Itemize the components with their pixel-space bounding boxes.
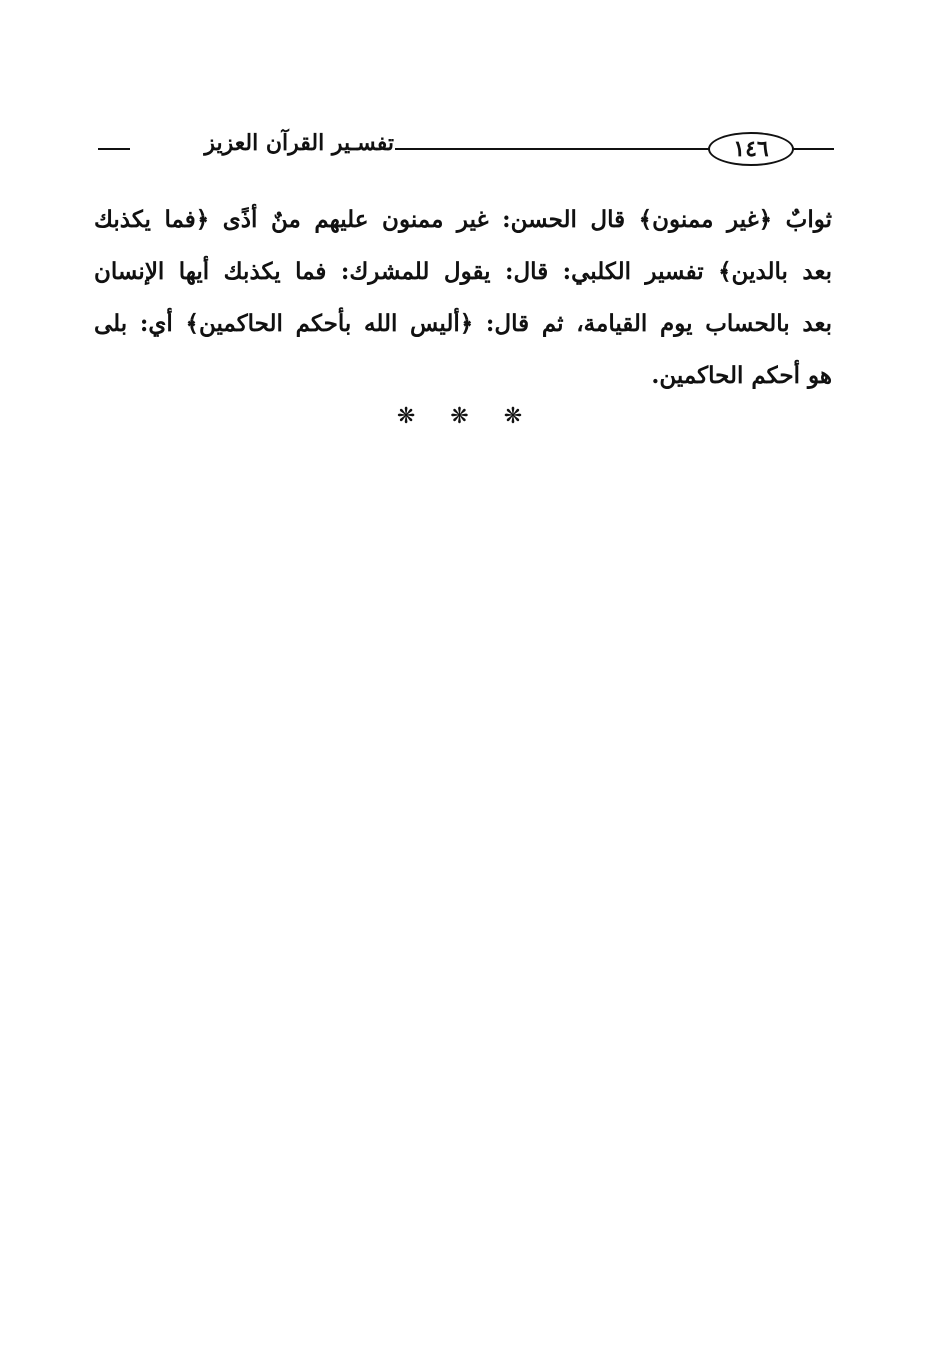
- body-line: بعد بالحساب يوم القيامة، ثم قال: ﴿أليس الله بأحكم الحاكمين﴾ أي: بلى: [94, 310, 832, 337]
- body-line: ثوابٌ ﴿غير ممنون﴾ قال الحسن: غير ممنون عليهم منٌ أذًى ﴿فما يكذبك: [94, 206, 832, 233]
- section-separator: ❋ ❋ ❋: [396, 404, 537, 429]
- header-title: تفسـير القرآن العزيز: [204, 130, 394, 156]
- body-line: بعد بالدين﴾ تفسير الكلبي: قال: يقول للمشرك: فما يكذبك أيها الإنسان: [94, 258, 832, 285]
- body-line: هو أحكم الحاكمين.: [651, 362, 832, 389]
- body-paragraph: [94, 194, 832, 402]
- header-rule-left: [98, 148, 130, 150]
- running-header: [98, 126, 834, 170]
- header-rule-right: [798, 148, 834, 150]
- page-number: ١٤٦: [708, 132, 794, 166]
